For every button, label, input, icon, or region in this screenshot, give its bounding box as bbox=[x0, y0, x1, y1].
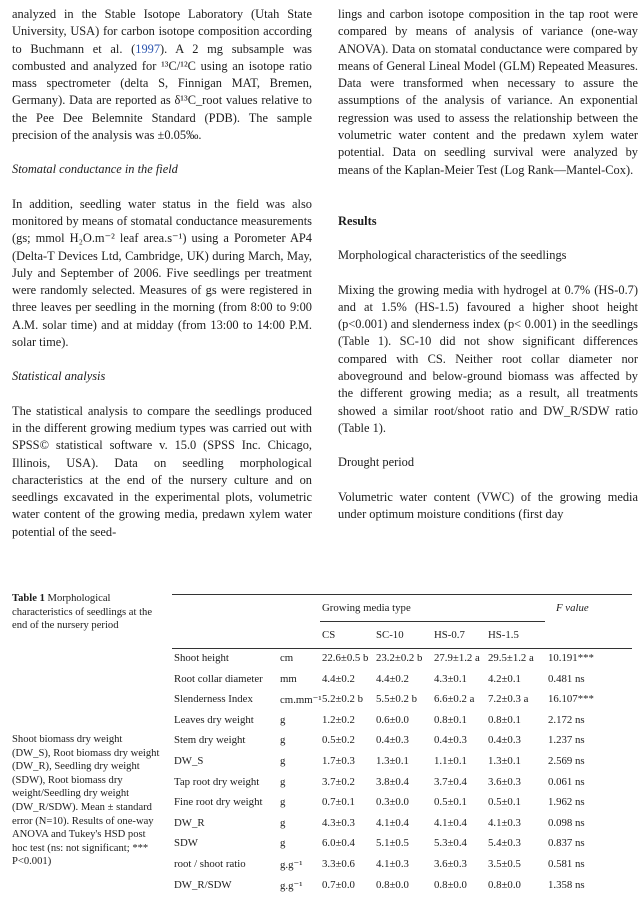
table-cell-f: 16.107*** bbox=[548, 693, 594, 706]
table-cell-f: 0.481 ns bbox=[548, 672, 585, 685]
table-cell-hs15: 29.5±1.2 a bbox=[488, 652, 534, 664]
column-header-cs: CS bbox=[322, 629, 336, 641]
table-cell-name: Fine root dry weight bbox=[174, 796, 263, 809]
table-cell-cs: 6.0±0.4 bbox=[322, 837, 355, 850]
table-row bbox=[172, 670, 632, 691]
table-cell-name: DW_R/SDW bbox=[174, 878, 232, 891]
table-row bbox=[172, 752, 632, 773]
right-column bbox=[338, 6, 638, 523]
table-cell-hs15: 4.2±0.1 bbox=[488, 672, 521, 685]
table-cell-cs: 5.2±0.2 b bbox=[322, 693, 364, 706]
section-heading: Statistical analysis bbox=[12, 369, 106, 384]
table-cell-hs07: 6.6±0.2 a bbox=[434, 693, 475, 706]
table-cell-hs15: 0.8±0.0 bbox=[488, 878, 521, 891]
table-row bbox=[172, 876, 632, 897]
table-cell-hs15: 7.2±0.3 a bbox=[488, 693, 529, 706]
column-header-sc10: SC-10 bbox=[376, 629, 404, 641]
subsection-heading: Drought period bbox=[338, 455, 415, 470]
table-cell-hs07: 0.8±0.0 bbox=[434, 878, 467, 891]
table-cell-hs15: 0.5±0.1 bbox=[488, 796, 521, 809]
table-cell-name: Leaves dry weight bbox=[174, 713, 254, 726]
table-cell-unit: g.g⁻¹ bbox=[280, 858, 303, 871]
table-cell-f: 0.061 ns bbox=[548, 775, 585, 788]
table-cell-name: Root collar diameter bbox=[174, 672, 263, 685]
paragraph: analyzed in the Stable Isotope Laboratory (Utah State University, USA) for carbon isotope composition according to Buchmann et al. (1997). A 2 mg subsample was combusted and analyzed for ¹³C/¹²C using an isotope ratio mass spectrometer (delta S, Finnigan MAT, Bremen, Germany). Data are reported as δ¹³C_root values relative to the Pee Dee Belemnite Standard (PDB). The sample precision of the analysis was ±0.05‰. bbox=[12, 7, 312, 143]
table-caption-label: Table 1 bbox=[12, 593, 45, 604]
table-cell-cs: 4.3±0.3 bbox=[322, 816, 355, 829]
subsection-heading: Morphological characteristics of the seedlings bbox=[338, 248, 567, 263]
table-cell-sc10: 4.4±0.2 bbox=[376, 672, 409, 685]
table-caption bbox=[12, 592, 162, 633]
table-cell-name: Stem dry weight bbox=[174, 734, 246, 747]
table-header-row bbox=[172, 595, 632, 621]
table-cell-unit: g bbox=[280, 713, 286, 726]
table-cell-unit: g bbox=[280, 775, 286, 788]
table-cell-hs07: 1.1±0.1 bbox=[434, 754, 467, 767]
table-cell-hs15: 3.6±0.3 bbox=[488, 775, 521, 788]
table-cell-hs07: 5.3±0.4 bbox=[434, 837, 467, 850]
table-row bbox=[172, 690, 632, 711]
table-cell-sc10: 0.6±0.0 bbox=[376, 713, 409, 726]
table-cell-sc10: 23.2±0.2 b bbox=[376, 652, 423, 664]
table-cell-sc10: 1.3±0.1 bbox=[376, 754, 409, 767]
table-cell-name: Slenderness Index bbox=[174, 693, 253, 706]
table-row bbox=[172, 731, 632, 752]
table-cell-cs: 0.7±0.0 bbox=[322, 878, 355, 891]
table-cell-f: 0.581 ns bbox=[548, 857, 585, 870]
table-cell-f: 2.569 ns bbox=[548, 754, 585, 767]
table-cell-f: 1.358 ns bbox=[548, 878, 585, 891]
table-row bbox=[172, 814, 632, 835]
paragraph: In addition, seedling water status in the field was also monitored by means of stomatal conductance measurements (gs; mmol H₂O.m⁻² leaf area.s⁻¹) using a Porometer AP4 (Delta-T Devices Ltd, Cambridge, UK) during March, May, July and September of 2006. Five seedlings per treatment were randomly selected. Measures of gs were registered in three leaves per seedling in the morning (from 8:00 to 9:00 A.M. solar time) and at midday (from 13:00 to 14:00 P.M. solar time). bbox=[12, 196, 312, 350]
table-cell-sc10: 5.5±0.2 b bbox=[376, 693, 418, 706]
table-caption-text: Morphological characteristics of seedlings at the end of the nursery period bbox=[12, 593, 153, 632]
paragraph: lings and carbon isotope composition in the tap root were compared by means of analysis of variance (one-way ANOVA). Data on stomatal conductance were compared by means of General Lineal Model (GLM) Repeated Measures. Data were transformed when necessary to assure the assumptions of the analysis of variance. An exponential regression was used to assess the relationship between the volumetric water content and the predawn xylem water potential. Data on seedling survival were analyzed by means of the Kaplan-Meier Test (Log Rank—Mantel-Cox). bbox=[338, 7, 638, 177]
table-cell-hs07: 4.1±0.4 bbox=[434, 816, 467, 829]
table-cell-unit: g bbox=[280, 734, 286, 747]
table-cell-sc10: 0.3±0.0 bbox=[376, 796, 409, 809]
section-heading: Stomatal conductance in the field bbox=[12, 162, 178, 177]
table-cell-unit: g bbox=[280, 837, 286, 850]
table-cell-unit: cm.mm⁻¹ bbox=[280, 694, 322, 707]
table-body bbox=[172, 649, 632, 896]
paragraph: Mixing the growing media with hydrogel at 0.7% (HS-0.7) and at 1.5% (HS-1.5) favoured a higher shoot height (p<0.001) and slenderness index (p< 0.001) in the seedlings (Table 1). SC-10 did not show significant differences compared with CS. Neither root collar diameter nor aboveground and below-ground biomass was affected by the different growing media; as a result, all treatments showed a similar root/shoot ratio and DW_R/SDW ratio (Table 1). bbox=[338, 282, 638, 435]
table-row bbox=[172, 649, 632, 670]
table-cell-cs: 3.3±0.6 bbox=[322, 857, 355, 870]
table-cell-cs: 4.4±0.2 bbox=[322, 672, 355, 685]
table-cell-name: DW_S bbox=[174, 754, 204, 767]
table-cell-sc10: 0.8±0.0 bbox=[376, 878, 409, 891]
table-cell-cs: 0.5±0.2 bbox=[322, 734, 355, 747]
table-cell-hs15: 0.4±0.3 bbox=[488, 734, 521, 747]
table-cell-cs: 3.7±0.2 bbox=[322, 775, 355, 788]
table-cell-hs07: 0.4±0.3 bbox=[434, 734, 467, 747]
table-cell-hs15: 0.8±0.1 bbox=[488, 713, 521, 726]
table-cell-unit: cm bbox=[280, 652, 294, 664]
table-cell-unit: mm bbox=[280, 672, 297, 685]
table-row bbox=[172, 834, 632, 855]
table-cell-unit: g bbox=[280, 796, 286, 809]
data-table bbox=[172, 594, 632, 896]
table-cell-f: 0.837 ns bbox=[548, 837, 585, 850]
table-cell-unit: g bbox=[280, 816, 286, 829]
table-footnote: Shoot biomass dry weight (DW_S), Root biomass dry weight (DW_R), Seedling dry weight (SDW), Root biomass dry weight/Seedling dry weight (DW_R/SDW). Mean ± standard error (N=10). Results of one-way ANOVA and Tukey's HSD post hoc test (ns: not significant; *** P<0.001) bbox=[12, 734, 160, 868]
table-cell-hs07: 3.6±0.3 bbox=[434, 857, 467, 870]
table-cell-f: 2.172 ns bbox=[548, 713, 585, 726]
paragraph: The statistical analysis to compare the seedlings produced in the different growing medium types was carried out with SPSS© statistical software v. 15.0 (SPSS Inc. Chicago, Illinois, USA). Data on seedling morphological characteristics at the end of the nursery culture and on seedlings excavated in the experimental plots, volumetric water content of the growing media, predawn xylem water potential of the seed- bbox=[12, 403, 312, 539]
column-header-hs15: HS-1.5 bbox=[488, 629, 519, 641]
f-value-header: F value bbox=[556, 602, 589, 614]
table-cell-name: root / shoot ratio bbox=[174, 857, 246, 870]
table-cell-sc10: 0.4±0.3 bbox=[376, 734, 409, 747]
table-cell-hs15: 1.3±0.1 bbox=[488, 754, 521, 767]
table-row bbox=[172, 711, 632, 732]
table-cell-f: 10.191*** bbox=[548, 652, 594, 664]
table-row bbox=[172, 855, 632, 876]
column-header-hs07: HS-0.7 bbox=[434, 629, 465, 641]
table-cell-hs15: 5.4±0.3 bbox=[488, 837, 521, 850]
table-cell-name: Tap root dry weight bbox=[174, 775, 260, 788]
table-cell-unit: g bbox=[280, 754, 286, 767]
table-row bbox=[172, 793, 632, 814]
table-cell-hs07: 27.9±1.2 a bbox=[434, 652, 480, 664]
section-heading: Results bbox=[338, 213, 377, 228]
paragraph: Volumetric water content (VWC) of the growing media under optimum moisture conditions (first day bbox=[338, 489, 638, 521]
table-cell-cs: 22.6±0.5 b bbox=[322, 652, 369, 664]
table-cell-hs07: 4.3±0.1 bbox=[434, 672, 467, 685]
table-cell-hs07: 0.5±0.1 bbox=[434, 796, 467, 809]
table-cell-sc10: 5.1±0.5 bbox=[376, 837, 409, 850]
table-cell-sc10: 4.1±0.4 bbox=[376, 816, 409, 829]
table-row bbox=[172, 773, 632, 794]
table-cell-hs07: 3.7±0.4 bbox=[434, 775, 467, 788]
table-cell-unit: g.g⁻¹ bbox=[280, 879, 303, 892]
table-cell-name: SDW bbox=[174, 837, 198, 850]
table-cell-f: 1.237 ns bbox=[548, 734, 585, 747]
table-column-header-row bbox=[172, 622, 632, 648]
table-cell-hs07: 0.8±0.1 bbox=[434, 713, 467, 726]
table-cell-cs: 1.2±0.2 bbox=[322, 713, 355, 726]
table-cell-hs15: 4.1±0.3 bbox=[488, 816, 521, 829]
left-column bbox=[12, 6, 312, 541]
table-cell-cs: 0.7±0.1 bbox=[322, 796, 355, 809]
table-cell-sc10: 3.8±0.4 bbox=[376, 775, 409, 788]
table-cell-cs: 1.7±0.3 bbox=[322, 754, 355, 767]
table-cell-f: 1.962 ns bbox=[548, 796, 585, 809]
table-cell-name: Shoot height bbox=[174, 652, 229, 664]
table-cell-sc10: 4.1±0.3 bbox=[376, 857, 409, 870]
group-header: Growing media type bbox=[322, 602, 411, 614]
table-cell-name: DW_R bbox=[174, 816, 205, 829]
table-cell-hs15: 3.5±0.5 bbox=[488, 857, 521, 870]
table-cell-f: 0.098 ns bbox=[548, 816, 585, 829]
